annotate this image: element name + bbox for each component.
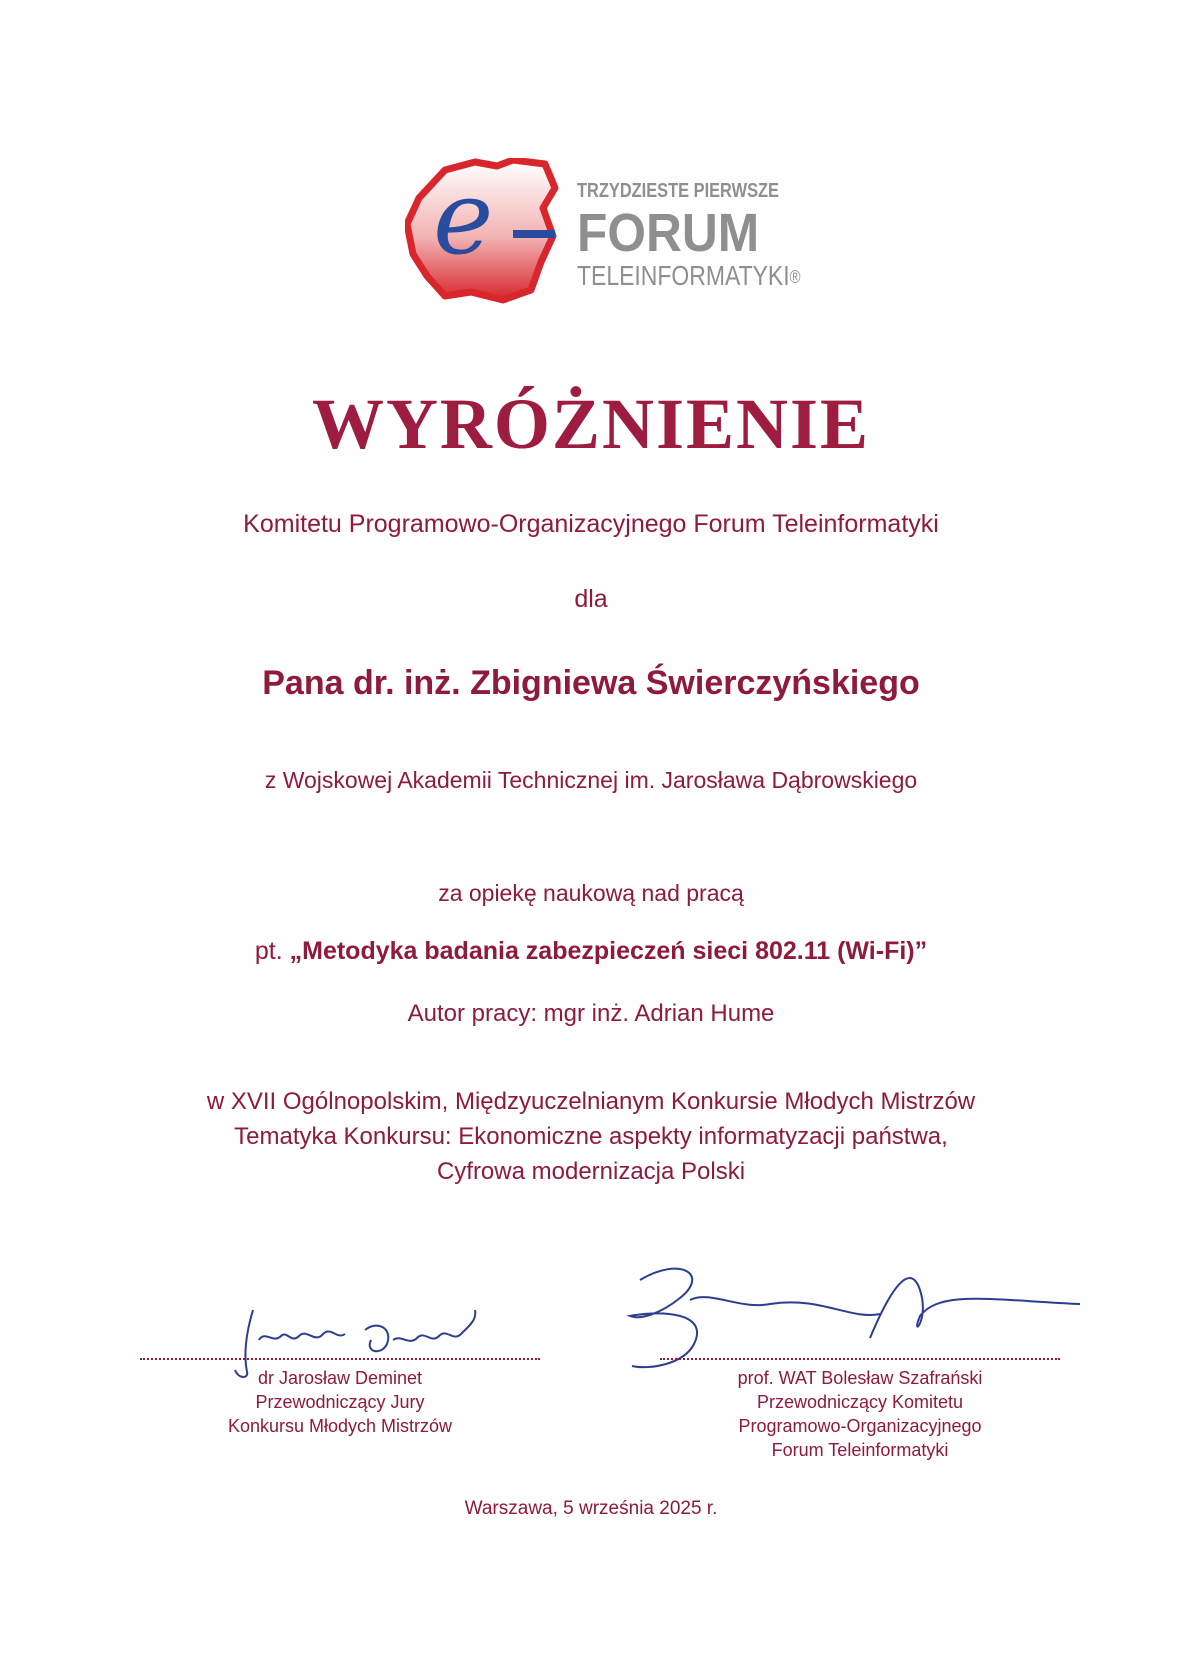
left-signatory <box>140 1358 540 1438</box>
right-signatory-role-2: Programowo-Organizacyjnego <box>738 1416 982 1436</box>
right-signatory-role-3: Forum Teleinformatyki <box>771 1440 949 1460</box>
recipient-affiliation: z Wojskowej Akademii Technicznej im. Jarosława Dąbrowskiego <box>264 767 918 793</box>
right-signatory <box>660 1358 1060 1462</box>
right-signatory-name: prof. WAT Bolesław Szafrański <box>737 1368 983 1388</box>
committee-line: Komitetu Programowo-Organizacyjnego Forum Teleinformatyki <box>243 510 939 538</box>
left-signatory-role-2: Konkursu Młodych Mistrzów <box>227 1416 453 1436</box>
contest-line-3: Cyfrowa modernizacja Polski <box>436 1158 746 1185</box>
registered-mark: ® <box>789 267 801 287</box>
certificate-title: WYRÓŻNIENIE <box>311 384 871 464</box>
forum-logo <box>405 158 801 308</box>
right-signatory-role-1: Przewodniczący Komitetu <box>756 1392 964 1412</box>
work-title-line <box>0 937 1182 966</box>
left-signatory-role-1: Przewodniczący Jury <box>255 1392 425 1412</box>
award-reason: za opiekę naukową nad pracą <box>438 880 744 906</box>
work-title: „Metodyka badania zabezpieczeń sieci 802.11 (Wi-Fi)” <box>289 937 928 965</box>
signature-line <box>140 1358 540 1360</box>
logo-dash <box>513 230 555 238</box>
work-title-prefix: pt. <box>254 937 283 965</box>
signature-line <box>660 1358 1060 1360</box>
logo-teleinformatyki-word: TELEINFORMATYKI® <box>577 260 801 291</box>
work-author: Autor pracy: mgr inż. Adrian Hume <box>407 1000 775 1027</box>
place-and-date: Warszawa, 5 września 2025 r. <box>464 1498 718 1519</box>
logo-forum-word: FORUM <box>577 203 760 263</box>
for-word: dla <box>574 585 608 613</box>
logo-e-letter: e <box>433 159 494 278</box>
contest-line-2: Tematyka Konkursu: Ekonomiczne aspekty informatyzacji państwa, <box>234 1123 948 1150</box>
left-signatory-name: dr Jarosław Deminet <box>257 1368 423 1388</box>
recipient-name: Pana dr. inż. Zbigniewa Świerczyńskiego <box>262 664 920 702</box>
contest-line-1: w XVII Ogólnopolskim, Międzyuczelnianym Konkursie Młodych Mistrzów <box>206 1088 976 1115</box>
logo-subtitle: TRZYDZIESTE PIERWSZE <box>577 180 779 202</box>
